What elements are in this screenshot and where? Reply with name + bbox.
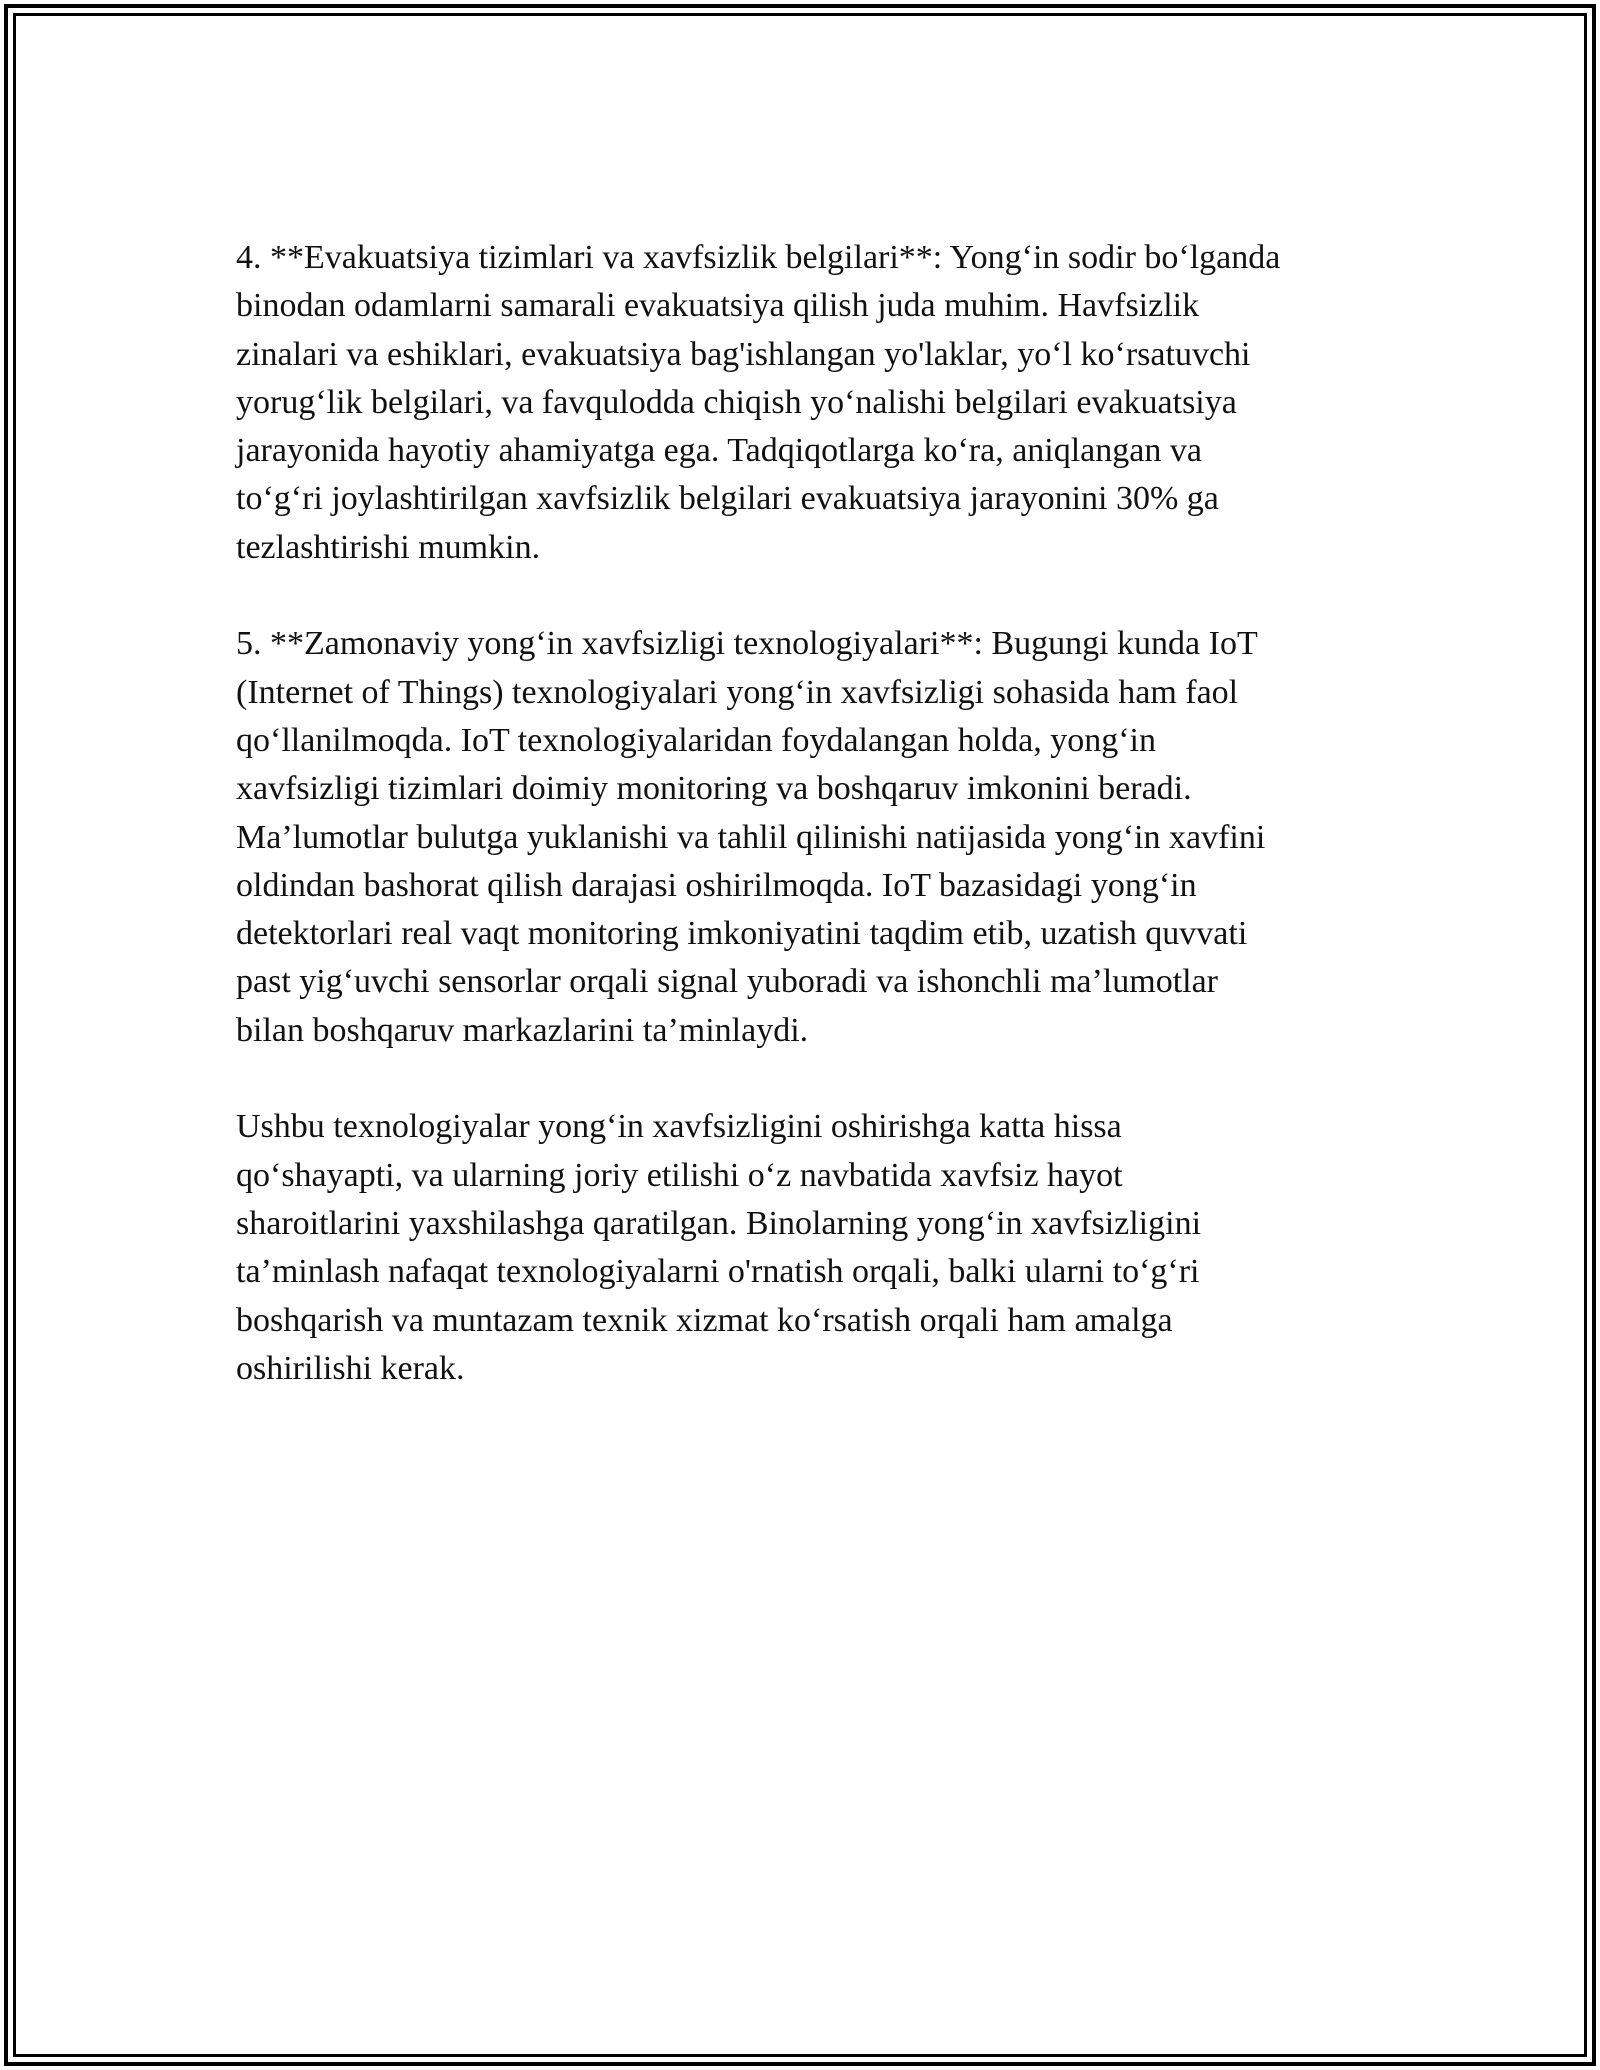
text-line: Ma’lumotlar bulutga yuklanishi va tahlil qilinishi natijasida yong‘in xavfini: [236, 818, 1266, 856]
text-line: (Internet of Things) texnologiyalari yong‘in xavfsizligi sohasida ham faol: [236, 673, 1239, 711]
text-line: qo‘shayapti, va ularning joriy etilishi o‘z navbatida xavfsiz hayot: [236, 1156, 1123, 1194]
text-line: jarayonida hayotiy ahamiyatga ega. Tadqiqotlarga ko‘ra, aniqlangan va: [236, 432, 1202, 470]
text-line: yorug‘lik belgilari, va favqulodda chiqish yo‘nalishi belgilari evakuatsiya: [236, 383, 1237, 421]
text-line: 5. **Zamonaviy yong‘in xavfsizligi texnologiyalari**: Bugungi kunda IoT: [236, 625, 1258, 663]
text-line: to‘g‘ri joylashtirilgan xavfsizlik belgilari evakuatsiya jarayonini 30% ga: [236, 480, 1219, 518]
text-line: tezlashtirishi mumkin.: [236, 528, 541, 566]
text-line: ta’minlash nafaqat texnologiyalarni o'rnatish orqali, balki ularni to‘g‘ri: [236, 1253, 1200, 1291]
text-line: xavfsizligi tizimlari doimiy monitoring va boshqaruv imkonini beradi.: [236, 770, 1192, 808]
text-line: oshirilishi kerak.: [236, 1349, 465, 1387]
paragraph-modern-fire-safety-tech: [236, 620, 1376, 1055]
text-line: zinalari va eshiklari, evakuatsiya bag'ishlangan yo'laklar, yo‘l ko‘rsatuvchi: [236, 335, 1251, 373]
text-line: bilan boshqaruv markazlarini ta’minlaydi.: [236, 1011, 809, 1049]
text-line: detektorlari real vaqt monitoring imkoniyatini taqdim etib, uzatish quvvati: [236, 915, 1248, 953]
document-body: [236, 234, 1376, 1393]
text-line: boshqarish va muntazam texnik xizmat ko‘rsatish orqali ham amalga: [236, 1301, 1173, 1339]
text-line: Ushbu texnologiyalar yong‘in xavfsizligini oshirishga katta hissa: [236, 1108, 1122, 1146]
text-line: binodan odamlarni samarali evakuatsiya qilish juda muhim. Havfsizlik: [236, 287, 1200, 325]
text-line: past yig‘uvchi sensorlar orqali signal yuboradi va ishonchli ma’lumotlar: [236, 963, 1218, 1001]
text-line: 4. **Evakuatsiya tizimlari va xavfsizlik belgilari**: Yong‘in sodir bo‘lganda: [236, 239, 1281, 276]
paragraph-evacuation-systems: [236, 234, 1376, 572]
paragraph-conclusion: [236, 1103, 1376, 1393]
text-line: qo‘llanilmoqda. IoT texnologiyalaridan foydalangan holda, yong‘in: [236, 721, 1156, 759]
text-line: oldindan bashorat qilish darajasi oshirilmoqda. IoT bazasidagi yong‘in: [236, 866, 1197, 904]
text-line: sharoitlarini yaxshilashga qaratilgan. Binolarning yong‘in xavfsizligini: [236, 1204, 1202, 1242]
